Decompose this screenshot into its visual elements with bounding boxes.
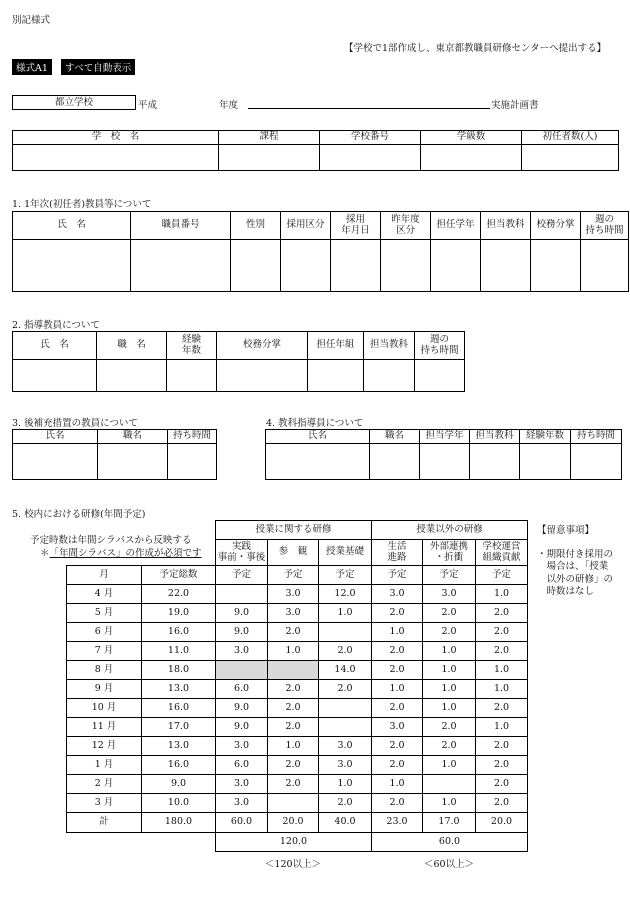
school-name-header: 学 校 名 (13, 131, 219, 145)
plan-cell-c4[interactable]: 3.0 (372, 718, 423, 737)
school-type-box: 都立学校 (12, 95, 136, 110)
class-count-cell[interactable] (421, 145, 522, 171)
school-management-header: 学校運営 組織貢献 (476, 540, 528, 566)
s1-cell[interactable] (281, 240, 331, 292)
section4-title: 4. 教科指導員について (266, 418, 364, 429)
plan-cell-c1[interactable]: 3.0 (216, 775, 268, 794)
sum-row (67, 813, 528, 833)
s4-cell[interactable] (420, 444, 470, 480)
auto-display-tag: すべて自動表示 (61, 59, 135, 75)
sum-c2: 20.0 (268, 813, 319, 833)
remarks-text: ・期限付き採用の 場合は、「授業 以外の研修」の 時数はなし (537, 549, 614, 598)
era-label: 平成 (138, 100, 158, 111)
school-number-header: 学校番号 (320, 131, 421, 145)
s2-cell[interactable] (364, 360, 415, 392)
plan-header: 予定 (216, 566, 268, 585)
sum-c6: 20.0 (476, 813, 528, 833)
s2-subject-header: 担当教科 (364, 332, 415, 360)
s1-last-year-header: 昨年度 区分 (381, 212, 431, 240)
plan-cell-c3[interactable] (319, 718, 372, 737)
plan-cell-c3[interactable]: 1.0 (319, 775, 372, 794)
form-label: 別記様式 (12, 15, 51, 26)
schedule-row (67, 775, 528, 794)
s1-homeroom-header: 担任学年 (431, 212, 481, 240)
s1-subject-header: 担当教科 (481, 212, 531, 240)
s1-cell[interactable] (481, 240, 531, 292)
plan-cell-c1[interactable]: 6.0 (216, 756, 268, 775)
s4-name-header: 氏名 (266, 430, 370, 444)
plan-cell-c3[interactable]: 1.0 (319, 604, 372, 623)
plan-cell-c6[interactable]: 1.0 (476, 680, 528, 699)
s2-weekly-hours-header: 週の 持ち時間 (415, 332, 465, 360)
style-tag: 様式A1 (12, 59, 52, 75)
s4-hours-header: 持ち時間 (571, 430, 622, 444)
plan-cell-c6[interactable]: 2.0 (476, 756, 528, 775)
plan-cell-c3[interactable]: 2.0 (319, 642, 372, 661)
plan-cell-c5[interactable]: 1.0 (423, 699, 476, 718)
plan-cell-c4[interactable]: 2.0 (372, 756, 423, 775)
year-label: 年度 (219, 100, 239, 111)
plan-cell-c4[interactable]: 2.0 (372, 642, 423, 661)
s2-cell[interactable] (415, 360, 465, 392)
s4-cell[interactable] (370, 444, 420, 480)
total-cell: 19.0 (142, 604, 216, 623)
s4-grade-header: 担当学年 (420, 430, 470, 444)
s1-hire-type-header: 採用区分 (281, 212, 331, 240)
plan-cell-c4[interactable]: 1.0 (372, 680, 423, 699)
plan-cell-c4[interactable]: 3.0 (372, 585, 423, 604)
plan-cell-c6[interactable]: 2.0 (476, 737, 528, 756)
plan-cell-c4[interactable]: 1.0 (372, 623, 423, 642)
plan-cell-c1[interactable]: 3.0 (216, 794, 268, 813)
s3-position-header: 職名 (98, 430, 168, 444)
section2-table (12, 331, 465, 392)
s2-duty-header: 校務分掌 (217, 332, 308, 360)
plan-cell-c4[interactable]: 2.0 (372, 661, 423, 680)
month-cell: 5 月 (67, 604, 142, 623)
plan-cell-c3[interactable]: 2.0 (319, 794, 372, 813)
non-lesson-training-header: 授業以外の研修 (372, 521, 528, 540)
section2-title: 2. 指導教員について (12, 320, 100, 331)
plan-cell-c2[interactable]: 2.0 (268, 680, 319, 699)
month-cell: 2 月 (67, 775, 142, 794)
schedule-row (67, 718, 528, 737)
plan-cell-c5[interactable] (423, 775, 476, 794)
month-cell: 7 月 (67, 642, 142, 661)
total-header: 予定総数 (142, 566, 216, 585)
group-totals-table (215, 832, 528, 852)
new-teacher-count-header: 初任者数(人) (522, 131, 619, 145)
s4-cell[interactable] (266, 444, 370, 480)
s1-cell[interactable] (431, 240, 481, 292)
total-cell: 16.0 (142, 756, 216, 775)
plan-cell-c3[interactable]: 2.0 (319, 680, 372, 699)
schedule-row (67, 623, 528, 642)
month-cell: 11 月 (67, 718, 142, 737)
non-lesson-training-total: 60.0 (372, 833, 528, 852)
month-cell: 8 月 (67, 661, 142, 680)
s4-position-header: 職名 (370, 430, 420, 444)
s1-staff-number-header: 職員番号 (131, 212, 231, 240)
syllabus-required-note (40, 545, 202, 559)
schedule-row (67, 737, 528, 756)
plan-cell-c6[interactable]: 2.0 (476, 699, 528, 718)
plan-header: 予定 (268, 566, 319, 585)
s4-experience-header: 経験年数 (520, 430, 571, 444)
plan-cell-c6[interactable]: 2.0 (476, 604, 528, 623)
plan-cell-c2[interactable]: 3.0 (268, 585, 319, 604)
total-cell: 22.0 (142, 585, 216, 604)
plan-cell-c5[interactable]: 3.0 (423, 585, 476, 604)
plan-cell-c4[interactable]: 1.0 (372, 775, 423, 794)
month-cell: 10 月 (67, 699, 142, 718)
external-liaison-header: 外部連携 ・折衝 (423, 540, 476, 566)
schedule-row (67, 604, 528, 623)
life-career-header: 生活 進路 (372, 540, 423, 566)
section3-table (12, 429, 217, 480)
plan-cell-c1[interactable] (216, 585, 268, 604)
training-schedule-table (66, 565, 528, 833)
class-count-header: 学級数 (421, 131, 522, 145)
schedule-row (67, 699, 528, 718)
sum-total: 180.0 (142, 813, 216, 833)
plan-cell-c2[interactable]: 2.0 (268, 623, 319, 642)
plan-cell-c6[interactable]: 2.0 (476, 642, 528, 661)
total-cell: 9.0 (142, 775, 216, 794)
s1-gender-header: 性別 (231, 212, 281, 240)
section3-title: 3. 後補充措置の教員について (12, 418, 138, 429)
school-number-cell[interactable] (320, 145, 421, 171)
s1-cell[interactable] (581, 240, 629, 292)
lesson-basics-header: 授業基礎 (319, 540, 372, 566)
s3-name-header: 氏名 (13, 430, 98, 444)
plan-cell-c5[interactable]: 2.0 (423, 623, 476, 642)
s1-name-header: 氏 名 (13, 212, 131, 240)
plan-cell-c2[interactable]: 2.0 (268, 775, 319, 794)
plan-cell-c3[interactable]: 12.0 (319, 585, 372, 604)
note-asterisk: ＊ (40, 548, 50, 559)
plan-cell-c2[interactable]: 2.0 (268, 718, 319, 737)
plan-cell-c2[interactable] (268, 794, 319, 813)
s2-cell[interactable] (13, 360, 97, 392)
schedule-row (67, 642, 528, 661)
section1-table (12, 211, 629, 292)
s2-cell[interactable] (217, 360, 308, 392)
s2-name-header: 氏 名 (13, 332, 97, 360)
plan-header: 予定 (476, 566, 528, 585)
syllabus-required-text: 「年間シラバス」の作成が必須です (49, 548, 202, 559)
plan-cell-c5[interactable]: 2.0 (423, 737, 476, 756)
plan-cell-c6[interactable]: 1.0 (476, 661, 528, 680)
schedule-row (67, 680, 528, 699)
s1-cell[interactable] (531, 240, 581, 292)
plan-cell-c6[interactable]: 2.0 (476, 623, 528, 642)
s2-cell[interactable] (97, 360, 167, 392)
s3-hours-header: 持ち時間 (168, 430, 217, 444)
plan-cell-c4[interactable]: 2.0 (372, 604, 423, 623)
plan-cell-c1[interactable]: 9.0 (216, 604, 268, 623)
non-lesson-training-requirement: ＜60以上＞ (423, 859, 475, 870)
plan-cell-c6[interactable]: 2.0 (476, 775, 528, 794)
plan-cell-c1[interactable] (216, 661, 268, 680)
plan-cell-c1[interactable]: 3.0 (216, 642, 268, 661)
sum-c4: 23.0 (372, 813, 423, 833)
s3-cell[interactable] (168, 444, 217, 480)
plan-cell-c1[interactable]: 6.0 (216, 680, 268, 699)
plan-cell-c5[interactable]: 1.0 (423, 756, 476, 775)
month-cell: 1 月 (67, 756, 142, 775)
plan-cell-c3[interactable]: 3.0 (319, 737, 372, 756)
section1-title: 1. 1年次(初任者)教員等について (12, 199, 152, 210)
plan-cell-c5[interactable]: 1.0 (423, 642, 476, 661)
total-cell: 16.0 (142, 623, 216, 642)
s1-weekly-hours-header: 週の 持ち時間 (581, 212, 629, 240)
schedule-row (67, 794, 528, 813)
plan-cell-c3[interactable]: 3.0 (319, 756, 372, 775)
plan-cell-c5[interactable]: 1.0 (423, 661, 476, 680)
practice-header: 実践 事前・事後 (216, 540, 268, 566)
s2-position-header: 職 名 (97, 332, 167, 360)
total-cell: 10.0 (142, 794, 216, 813)
s3-cell[interactable] (98, 444, 168, 480)
plan-cell-c3[interactable] (319, 699, 372, 718)
school-name-cell[interactable] (13, 145, 219, 171)
school-table (12, 130, 619, 171)
s1-duty-header: 校務分掌 (531, 212, 581, 240)
plan-header: 予定 (319, 566, 372, 585)
remarks-title: 【留意事項】 (537, 525, 595, 536)
sum-label: 計 (67, 813, 142, 833)
s2-homeroom-header: 担任年組 (308, 332, 364, 360)
s1-cell[interactable] (131, 240, 231, 292)
plan-title: 実施計画書 (491, 100, 539, 111)
sum-c5: 17.0 (423, 813, 476, 833)
s1-cell[interactable] (381, 240, 431, 292)
new-teacher-count-cell[interactable] (522, 145, 619, 171)
lesson-training-requirement: ＜120以上＞ (264, 859, 322, 870)
plan-cell-c2[interactable]: 2.0 (268, 756, 319, 775)
plan-cell-c5[interactable]: 1.0 (423, 794, 476, 813)
plan-cell-c5[interactable]: 2.0 (423, 604, 476, 623)
sum-c1: 60.0 (216, 813, 268, 833)
plan-cell-c5[interactable]: 1.0 (423, 680, 476, 699)
month-cell: 6 月 (67, 623, 142, 642)
s1-hire-date-header: 採用 年月日 (331, 212, 381, 240)
plan-cell-c1[interactable]: 9.0 (216, 623, 268, 642)
month-cell: 3 月 (67, 794, 142, 813)
s1-cell[interactable] (231, 240, 281, 292)
plan-cell-c1[interactable]: 3.0 (216, 737, 268, 756)
total-cell: 13.0 (142, 737, 216, 756)
plan-cell-c6[interactable]: 1.0 (476, 585, 528, 604)
course-header: 課程 (219, 131, 320, 145)
section4-table (265, 429, 622, 480)
s2-cell[interactable] (167, 360, 217, 392)
plan-cell-c4[interactable]: 2.0 (372, 699, 423, 718)
plan-cell-c2[interactable]: 2.0 (268, 699, 319, 718)
plan-cell-c5[interactable]: 2.0 (423, 718, 476, 737)
plan-cell-c2[interactable] (268, 661, 319, 680)
s4-cell[interactable] (571, 444, 622, 480)
plan-header: 予定 (423, 566, 476, 585)
plan-cell-c3[interactable]: 14.0 (319, 661, 372, 680)
plan-header: 予定 (372, 566, 423, 585)
s3-cell[interactable] (13, 444, 98, 480)
plan-cell-c6[interactable]: 2.0 (476, 794, 528, 813)
s2-experience-header: 経験 年数 (167, 332, 217, 360)
total-cell: 16.0 (142, 699, 216, 718)
syllabus-note: 予定時数は年間シラバスから反映する (30, 535, 192, 546)
plan-cell-c2[interactable]: 3.0 (268, 604, 319, 623)
total-cell: 11.0 (142, 642, 216, 661)
lesson-training-header: 授業に関する研修 (216, 521, 372, 540)
lesson-training-total: 120.0 (216, 833, 372, 852)
schedule-row (67, 585, 528, 604)
schedule-row (67, 756, 528, 775)
plan-cell-c4[interactable]: 2.0 (372, 794, 423, 813)
plan-cell-c1[interactable]: 9.0 (216, 718, 268, 737)
observation-header: 参 観 (268, 540, 319, 566)
plan-cell-c1[interactable]: 9.0 (216, 699, 268, 718)
training-group-headers (215, 520, 528, 566)
total-cell: 17.0 (142, 718, 216, 737)
plan-cell-c6[interactable]: 1.0 (476, 718, 528, 737)
s1-cell[interactable] (331, 240, 381, 292)
plan-cell-c2[interactable]: 1.0 (268, 642, 319, 661)
plan-cell-c3[interactable] (319, 623, 372, 642)
total-cell: 13.0 (142, 680, 216, 699)
s4-cell[interactable] (470, 444, 520, 480)
plan-cell-c4[interactable]: 2.0 (372, 737, 423, 756)
month-cell: 4 月 (67, 585, 142, 604)
s4-cell[interactable] (520, 444, 571, 480)
s2-cell[interactable] (308, 360, 364, 392)
submit-note: 【学校で1部作成し、東京都教職員研修センターへ提出する】 (344, 43, 607, 54)
schedule-row (67, 661, 528, 680)
s1-cell[interactable] (13, 240, 131, 292)
sum-c3: 40.0 (319, 813, 372, 833)
s4-subject-header: 担当教科 (470, 430, 520, 444)
plan-name-line[interactable] (248, 97, 490, 109)
plan-cell-c2[interactable]: 1.0 (268, 737, 319, 756)
section5-title: 5. 校内における研修(年間予定) (12, 509, 146, 520)
month-cell: 9 月 (67, 680, 142, 699)
course-cell[interactable] (219, 145, 320, 171)
total-cell: 18.0 (142, 661, 216, 680)
month-cell: 12 月 (67, 737, 142, 756)
month-header: 月 (67, 566, 142, 585)
